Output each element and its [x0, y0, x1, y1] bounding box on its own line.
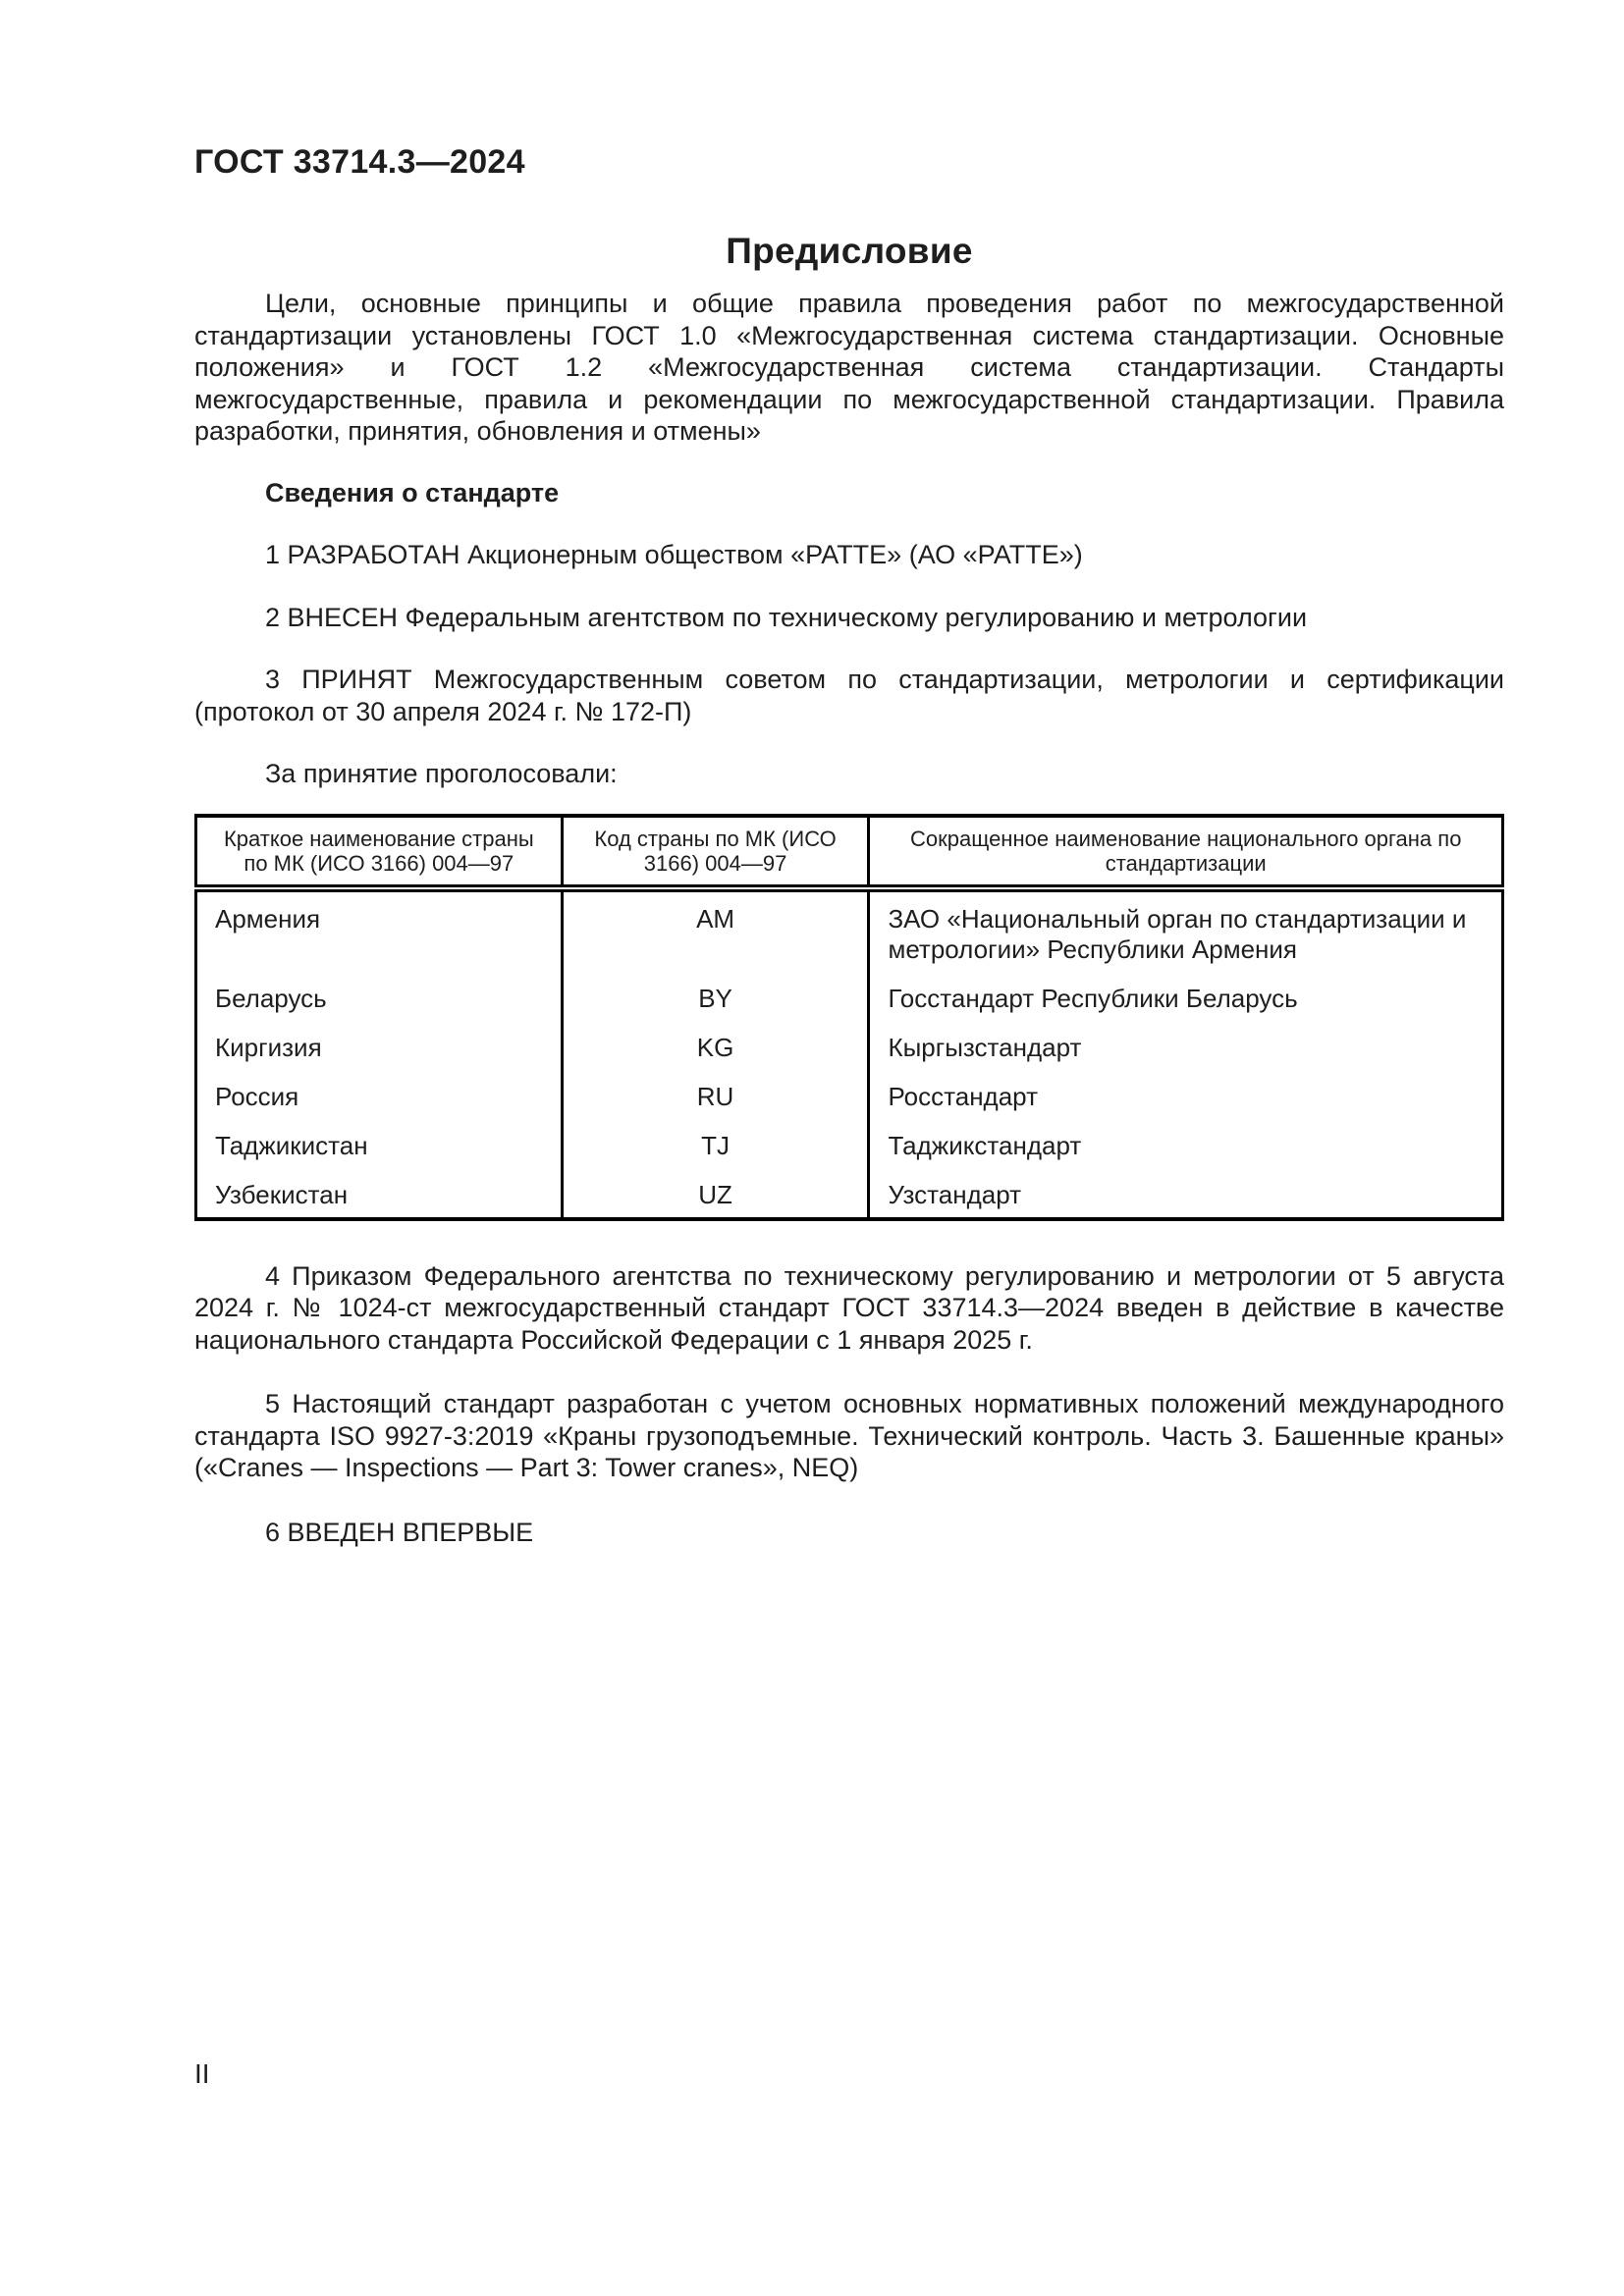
info-item-submitted: 2 ВНЕСЕН Федеральным агентством по техническому регулированию и метрологии	[265, 602, 1308, 632]
page-title: Предисловие	[726, 231, 973, 271]
table-row	[196, 1070, 1503, 1119]
col-header-country: Краткое наименование страны по МК (ИСО 3166) 004—97	[196, 816, 563, 888]
cell-body: ЗАО «Национальный орган по стандартизации и метрологии» Республики Армения	[869, 888, 1503, 972]
document-page	[194, 0, 1504, 1548]
cell-body: Кыргызстандарт	[869, 1021, 1503, 1070]
closing-item-iso-basis: 5 Настоящий стандарт разработан с учетом основных нормативных положений международного стандарта ISO 9927-3:2019 «Краны грузоподъемные. Технический контроль. Часть 3. Башенные краны» («Cranes — Inspections — Part 3: Tower cranes», NEQ)	[194, 1389, 1504, 1482]
cell-code: RU	[562, 1070, 869, 1119]
info-item-developed: 1 РАЗРАБОТАН Акционерным обществом «РАТТЕ» (АО «РАТТЕ»)	[265, 540, 1083, 569]
cell-code: TJ	[562, 1119, 869, 1168]
cell-code: UZ	[562, 1168, 869, 1219]
cell-code: AM	[562, 888, 869, 972]
cell-body: Таджикстандарт	[869, 1119, 1503, 1168]
cell-country: Беларусь	[215, 983, 327, 1013]
cell-country: Россия	[215, 1081, 299, 1111]
vote-intro-line: За принятие проголосовали:	[265, 759, 618, 788]
cell-country: Узбекистан	[215, 1179, 349, 1209]
table-row	[196, 1021, 1503, 1070]
cell-body: Узстандарт	[869, 1168, 1503, 1219]
cell-body: Росстандарт	[869, 1070, 1503, 1119]
doc-code: ГОСТ 33714.3—2024	[194, 143, 525, 181]
cell-country: Армения	[215, 903, 321, 934]
col-header-body: Сокращенное наименование национального органа по стандартизации	[869, 816, 1503, 888]
vote-table-header	[196, 816, 1503, 888]
table-row	[196, 1168, 1503, 1219]
cell-country: Киргизия	[215, 1032, 322, 1062]
col-header-code: Код страны по МК (ИСО 3166) 004—97	[562, 816, 869, 888]
info-item-adopted: 3 ПРИНЯТ Межгосударственным советом по стандартизации, метрологии и сертификации (протокол от 30 апреля 2024 г. № 172-П)	[194, 665, 1504, 726]
vote-table	[194, 814, 1504, 1221]
section-heading-standard-info: Сведения о стандарте	[265, 477, 560, 507]
cell-code: KG	[562, 1021, 869, 1070]
intro-paragraph: Цели, основные принципы и общие правила проведения работ по межгосударственной стандартизации установлены ГОСТ 1.0 «Межгосударственная система стандартизации. Основные положения» и ГОСТ 1.2 «Межгосударственная система стандартизации. Стандарты межгосударственные, правила и рекомендации по межгосударственной стандартизации. Правила разработки, принятия, обновления и отмены»	[194, 289, 1504, 446]
table-row	[196, 888, 1503, 972]
cell-body: Госстандарт Республики Беларусь	[869, 972, 1503, 1021]
closing-item-order: 4 Приказом Федерального агентства по техническому регулированию и метрологии от 5 августа 2024 г. № 1024-ст межгосударственный стандарт ГОСТ 33714.3—2024 введен в действие в качестве национального стандарта Российской Федерации с 1 января 2025 г.	[194, 1260, 1504, 1355]
table-row	[196, 972, 1503, 1021]
cell-country: Таджикистан	[215, 1130, 368, 1160]
vote-table-header-row	[196, 816, 1503, 888]
cell-code: BY	[562, 972, 869, 1021]
page-number: II	[194, 2058, 210, 2089]
vote-table-body	[196, 888, 1503, 1219]
closing-item-first-introduced: 6 ВВЕДЕН ВПЕРВЫЕ	[265, 1517, 534, 1547]
table-row	[196, 1119, 1503, 1168]
